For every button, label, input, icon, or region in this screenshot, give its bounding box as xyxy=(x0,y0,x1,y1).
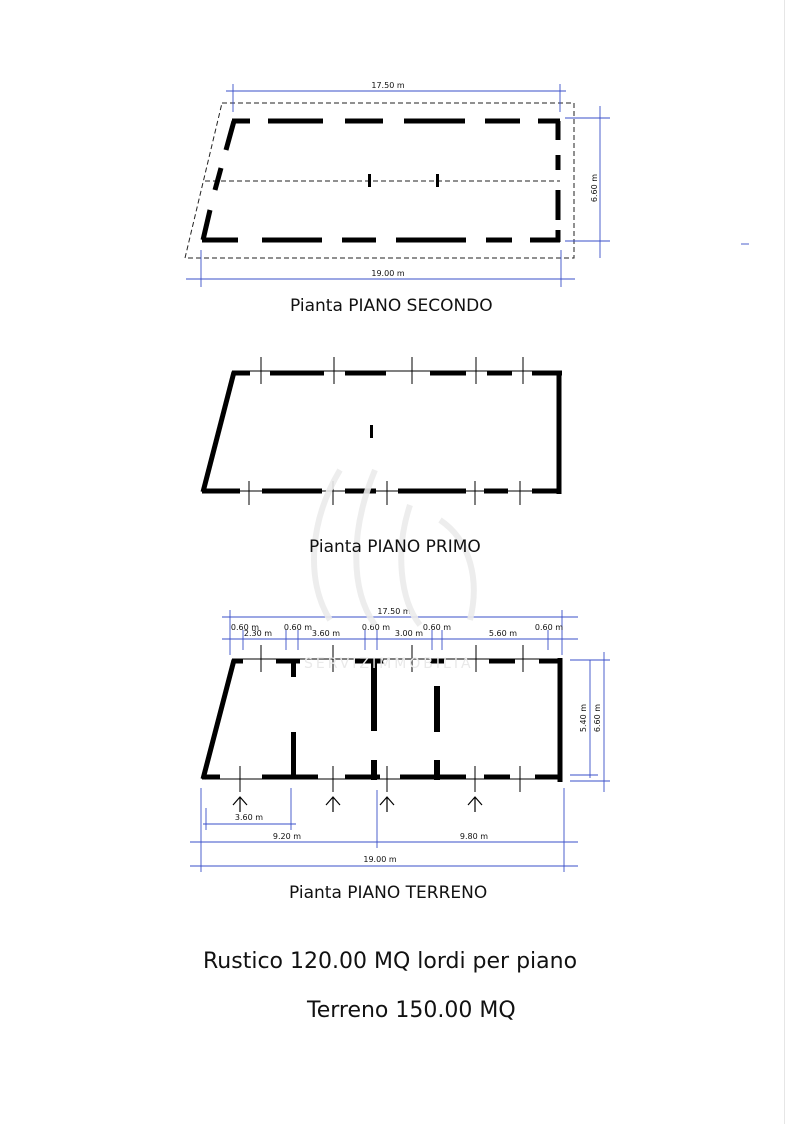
ground-dimensions xyxy=(190,610,610,872)
watermark-text: SERVIZIMMOBILIA xyxy=(304,656,474,672)
ground-dim-top-seg: 0.60 m xyxy=(534,623,564,632)
ground-internal-walls xyxy=(291,659,440,780)
second-dim-right: 6.60 m xyxy=(590,173,599,203)
ground-dim-bottom-left: 9.20 m xyxy=(272,832,302,841)
second-dim-top: 17.50 m xyxy=(371,81,405,90)
ground-dim-top-seg: 0.60 m xyxy=(283,623,313,632)
post xyxy=(370,425,373,438)
ground-dim-top-seg: 3.00 m xyxy=(394,629,424,638)
ground-dim-bottom-small: 3.60 m xyxy=(234,813,264,822)
ground-dim-top-seg: 0.60 m xyxy=(361,623,391,632)
ground-dim-top-seg: 5.60 m xyxy=(488,629,518,638)
ground-dim-top-seg: 0.60 m xyxy=(230,623,260,632)
first-opening-ticks xyxy=(249,357,523,505)
ground-dim-top-seg: 0.60 m xyxy=(422,623,452,632)
ground-dim-top-total: 17.50 m xyxy=(377,607,411,616)
caption-ground-floor: Pianta PIANO TERRENO xyxy=(289,883,488,903)
second-dimensions xyxy=(186,84,749,287)
post xyxy=(436,174,439,187)
caption-second-floor: Pianta PIANO SECONDO xyxy=(290,296,493,316)
ground-dim-top-seg: 3.60 m xyxy=(311,629,341,638)
summary-land-area: Terreno 150.00 MQ xyxy=(307,998,516,1023)
plan-ground-floor xyxy=(190,607,610,872)
caption-first-floor: Pianta PIANO PRIMO xyxy=(309,537,481,557)
roof-outline xyxy=(185,103,574,258)
ground-dim-right-inner: 5.40 m xyxy=(579,703,588,733)
ground-dim-top-seg: 2.30 m xyxy=(243,629,273,638)
ground-dim-bottom-total: 19.00 m xyxy=(363,855,397,864)
summary-building-area: Rustico 120.00 MQ lordi per piano xyxy=(203,949,578,974)
second-dim-bottom: 19.00 m xyxy=(371,269,405,278)
plan-second-floor xyxy=(185,81,749,287)
first-left-wall xyxy=(203,372,234,492)
ground-left-wall xyxy=(203,660,234,779)
ground-dim-bottom-right: 9.80 m xyxy=(459,832,489,841)
ground-dim-right-outer: 6.60 m xyxy=(593,703,602,733)
post xyxy=(368,174,371,187)
plan-first-floor xyxy=(202,357,562,505)
entrance-arrows xyxy=(233,797,482,812)
